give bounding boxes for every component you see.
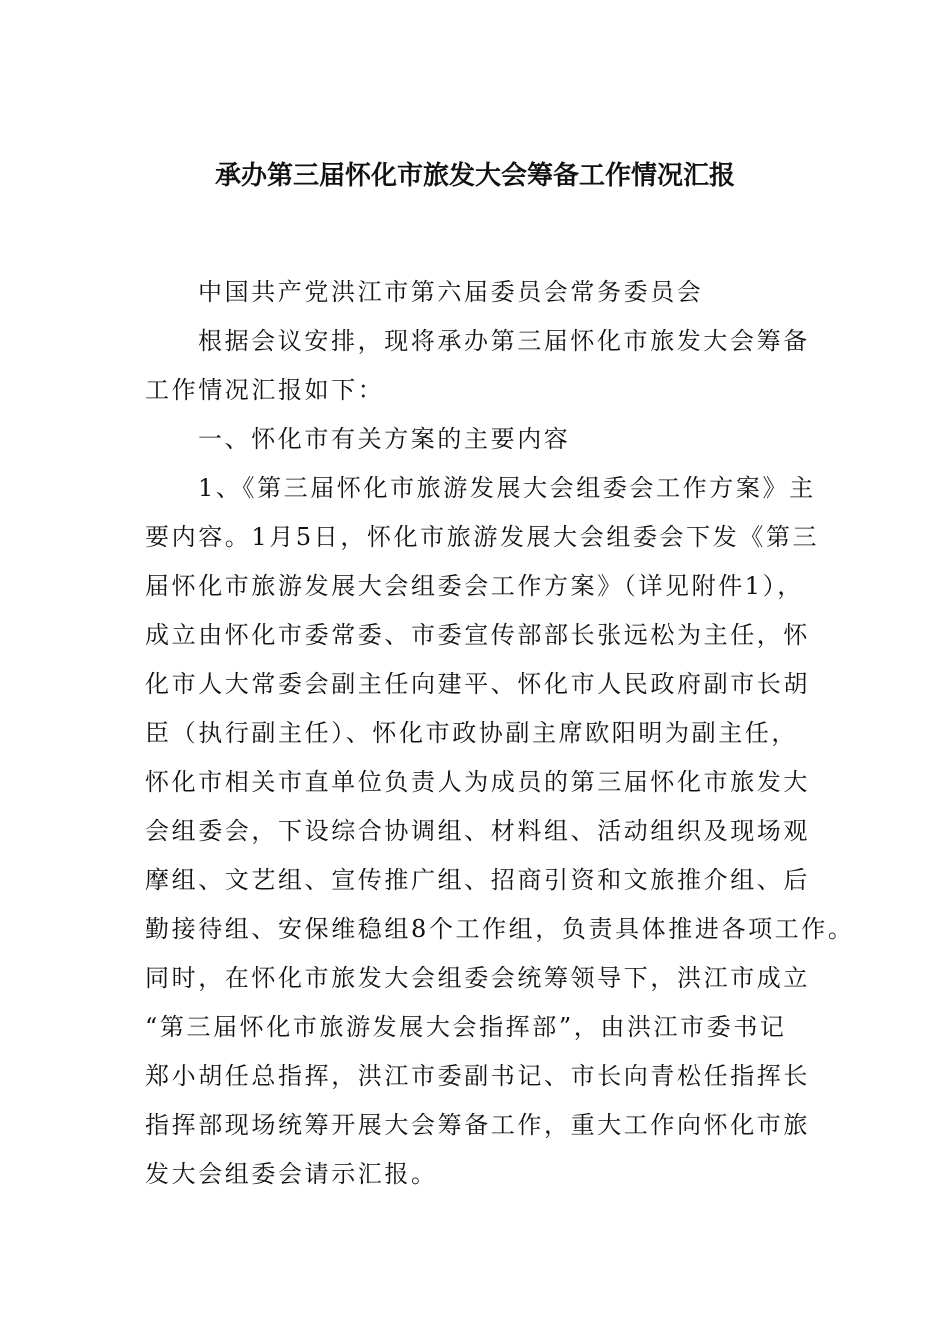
body-line: 发大会组委会请示汇报。 xyxy=(145,1160,438,1188)
body-line: 成立由怀化市委常委、市委宣传部部长张远松为主任，怀 xyxy=(145,621,810,649)
body-line: 同时，在怀化市旅发大会组委会统筹领导下，洪江市成立 xyxy=(145,964,810,992)
body-line: 1、《第三届怀化市旅游发展大会组委会工作方案》主 xyxy=(198,474,816,502)
document-title: 承办第三届怀化市旅发大会筹备工作情况汇报 xyxy=(214,161,735,191)
body-line: 怀化市相关市直单位负责人为成员的第三届怀化市旅发大 xyxy=(145,768,810,796)
body-line: 要内容。1月5日，怀化市旅游发展大会组委会下发《第三 xyxy=(145,523,820,551)
body-line: 臣（执行副主任）、怀化市政协副主席欧阳明为副主任， xyxy=(145,719,798,747)
body-line: 指挥部现场统筹开展大会筹备工作，重大工作向怀化市旅 xyxy=(145,1111,810,1139)
body-line: 会组委会，下设综合协调组、材料组、活动组织及现场观 xyxy=(145,817,810,845)
body-line: 化市人大常委会副主任向建平、怀化市人民政府副市长胡 xyxy=(145,670,810,698)
body-line: 摩组、文艺组、宣传推广组、招商引资和文旅推介组、后 xyxy=(145,866,810,894)
addressee-line: 中国共产党洪江市第六届委员会常务委员会 xyxy=(198,278,704,306)
body-line: 工作情况汇报如下： xyxy=(145,376,385,404)
body-line: 勤接待组、安保维稳组8个工作组，负责具体推进各项工作。 xyxy=(145,915,855,943)
document-body xyxy=(145,268,855,1199)
body-line: 届怀化市旅游发展大会组委会工作方案》（详见附件1）， xyxy=(145,572,804,600)
body-line: 郑小胡任总指挥，洪江市委副书记、市长向青松任指挥长 xyxy=(145,1062,810,1090)
section-heading: 一、怀化市有关方案的主要内容 xyxy=(198,425,571,453)
body-line: 根据会议安排，现将承办第三届怀化市旅发大会筹备 xyxy=(198,327,810,355)
body-line: “第三届怀化市旅游发展大会指挥部”，由洪江市委书记 xyxy=(145,1013,787,1041)
